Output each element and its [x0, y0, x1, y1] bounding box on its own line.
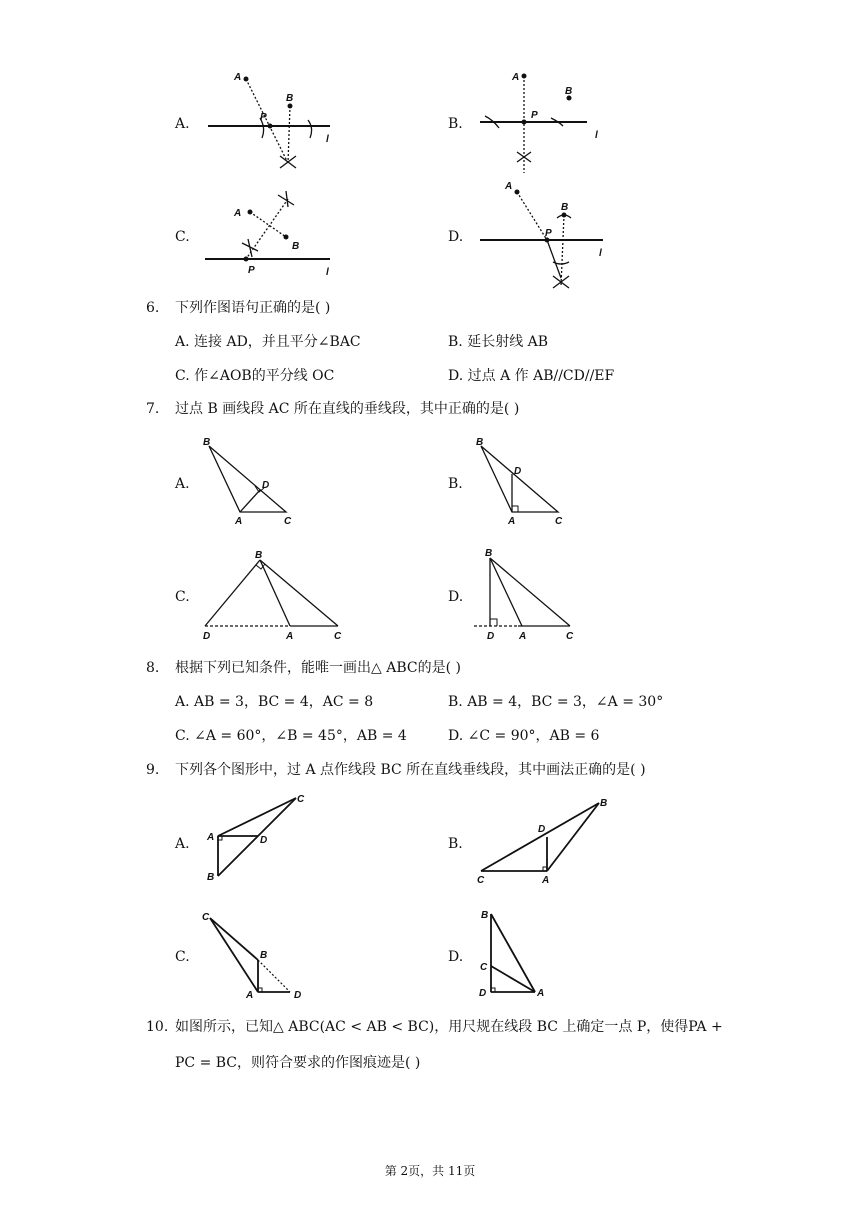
- q9-d-label-D: D: [479, 988, 487, 999]
- q7-option-c-label: C.: [175, 589, 190, 605]
- q7-stem: 过点 B 画线段 AC 所在直线的垂线段，其中正确的是( ): [175, 401, 520, 417]
- q5-c-label-l: l: [326, 267, 329, 278]
- q6-option-c: C. 作∠AOB的平分线 OC: [175, 368, 335, 384]
- q5-figure-a: [200, 68, 350, 178]
- q7-b-label-A: A: [508, 516, 516, 527]
- q5-d-label-B: B: [561, 202, 569, 213]
- q10-stem-line2: PC = BC，则符合要求的作图痕迹是( ): [175, 1055, 421, 1071]
- q7-a-label-D: D: [262, 480, 270, 491]
- q7-c-label-D: D: [203, 631, 211, 642]
- q8-option-b: B. AB = 4，BC = 3，∠A = 30°: [448, 694, 664, 710]
- q5-b-label-l: l: [595, 130, 598, 141]
- q7-number: 7.: [146, 401, 160, 417]
- q8-number: 8.: [146, 660, 160, 676]
- q6-stem: 下列作图语句正确的是( ): [175, 300, 331, 316]
- q7-c-label-C: C: [334, 631, 342, 642]
- q9-option-a-label: A.: [175, 836, 190, 852]
- q7-figure-a: [200, 434, 310, 534]
- q5-d-label-l: l: [599, 248, 602, 259]
- q5-option-a-label: A.: [175, 116, 190, 132]
- q7-option-a-label: A.: [175, 476, 190, 492]
- q5-figure-d: [475, 178, 625, 293]
- q5-d-label-A: A: [505, 181, 513, 192]
- q9-c-label-B: B: [260, 950, 268, 961]
- q9-number: 9.: [146, 762, 160, 778]
- q5-b-label-P: P: [531, 110, 538, 121]
- q7-option-b-label: B.: [448, 476, 463, 492]
- q7-a-label-A: A: [235, 516, 243, 527]
- q8-option-d: D. ∠C = 90°，AB = 6: [448, 728, 600, 744]
- q5-d-label-P: P: [545, 228, 552, 239]
- q9-option-d-label: D.: [448, 949, 464, 965]
- q7-b-label-D: D: [514, 466, 522, 477]
- q9-a-label-B: B: [207, 872, 215, 883]
- q10-number: 10.: [146, 1019, 169, 1035]
- q5-a-label-l: l: [326, 134, 329, 145]
- q6-option-b: B. 延长射线 AB: [448, 334, 549, 350]
- q9-b-label-A: A: [542, 875, 550, 886]
- q7-d-label-B: B: [485, 548, 493, 559]
- q8-option-a: A. AB = 3，BC = 4，AC = 8: [175, 694, 374, 710]
- q8-option-c: C. ∠A = 60°，∠B = 45°，AB = 4: [175, 728, 407, 744]
- q5-option-b-label: B.: [448, 116, 463, 132]
- q9-a-label-D: D: [260, 835, 268, 846]
- q9-option-c-label: C.: [175, 949, 190, 965]
- q9-figure-b: [475, 795, 620, 887]
- q7-c-label-A: A: [286, 631, 294, 642]
- q5-option-d-label: D.: [448, 229, 464, 245]
- q5-c-label-A: A: [234, 208, 242, 219]
- q7-b-label-B: B: [476, 437, 484, 448]
- q5-figure-c: [200, 185, 350, 280]
- q5-a-label-A: A: [234, 72, 242, 83]
- q5-c-label-P: P: [248, 265, 255, 276]
- q7-figure-d: [472, 546, 592, 644]
- q5-b-label-B: B: [565, 86, 573, 97]
- q6-option-a: A. 连接 AD，并且平分∠BAC: [175, 334, 361, 350]
- q9-a-label-C: C: [297, 794, 305, 805]
- q7-option-d-label: D.: [448, 589, 464, 605]
- q5-c-label-B: B: [292, 241, 300, 252]
- q9-c-label-D: D: [294, 990, 302, 1001]
- q8-stem: 根据下列已知条件，能唯一画出△ ABC的是( ): [175, 660, 461, 676]
- q7-a-label-B: B: [203, 437, 211, 448]
- q9-d-label-A: A: [537, 988, 545, 999]
- q5-a-label-B: B: [286, 93, 294, 104]
- q10-stem-line1: 如图所示，已知△ ABC(AC < AB < BC)，用尺规在线段 BC 上确定一点 P，使得PA +: [175, 1019, 723, 1035]
- q9-b-label-D: D: [538, 824, 546, 835]
- q5-b-label-A: A: [512, 72, 520, 83]
- q9-option-b-label: B.: [448, 836, 463, 852]
- q6-option-d: D. 过点 A 作 AB//CD//EF: [448, 368, 615, 384]
- q9-d-label-C: C: [480, 962, 488, 973]
- q7-figure-b: [475, 434, 585, 534]
- q5-a-label-P: P: [260, 112, 267, 123]
- q9-d-label-B: B: [481, 910, 489, 921]
- q5-option-c-label: C.: [175, 229, 190, 245]
- q9-figure-a: [200, 792, 320, 887]
- q9-c-label-C: C: [202, 912, 210, 923]
- q9-a-label-A: A: [207, 832, 215, 843]
- q9-figure-d: [475, 906, 565, 1001]
- page-footer: 第 2页，共 11页: [384, 1164, 476, 1178]
- q7-d-label-C: C: [566, 631, 574, 642]
- q7-b-label-C: C: [555, 516, 563, 527]
- q9-figure-c: [200, 910, 310, 1002]
- q6-number: 6.: [146, 300, 160, 316]
- q9-b-label-C: C: [477, 875, 485, 886]
- q7-d-label-A: A: [519, 631, 527, 642]
- q7-d-label-D: D: [487, 631, 495, 642]
- q9-b-label-B: B: [600, 798, 608, 809]
- q9-stem: 下列各个图形中，过 A 点作线段 BC 所在直线垂线段，其中画法正确的是( ): [175, 762, 646, 778]
- q7-a-label-C: C: [284, 516, 292, 527]
- q5-figure-b: [475, 68, 625, 178]
- q7-c-label-B: B: [255, 550, 263, 561]
- q7-figure-c: [200, 548, 350, 643]
- q9-c-label-A: A: [246, 990, 254, 1001]
